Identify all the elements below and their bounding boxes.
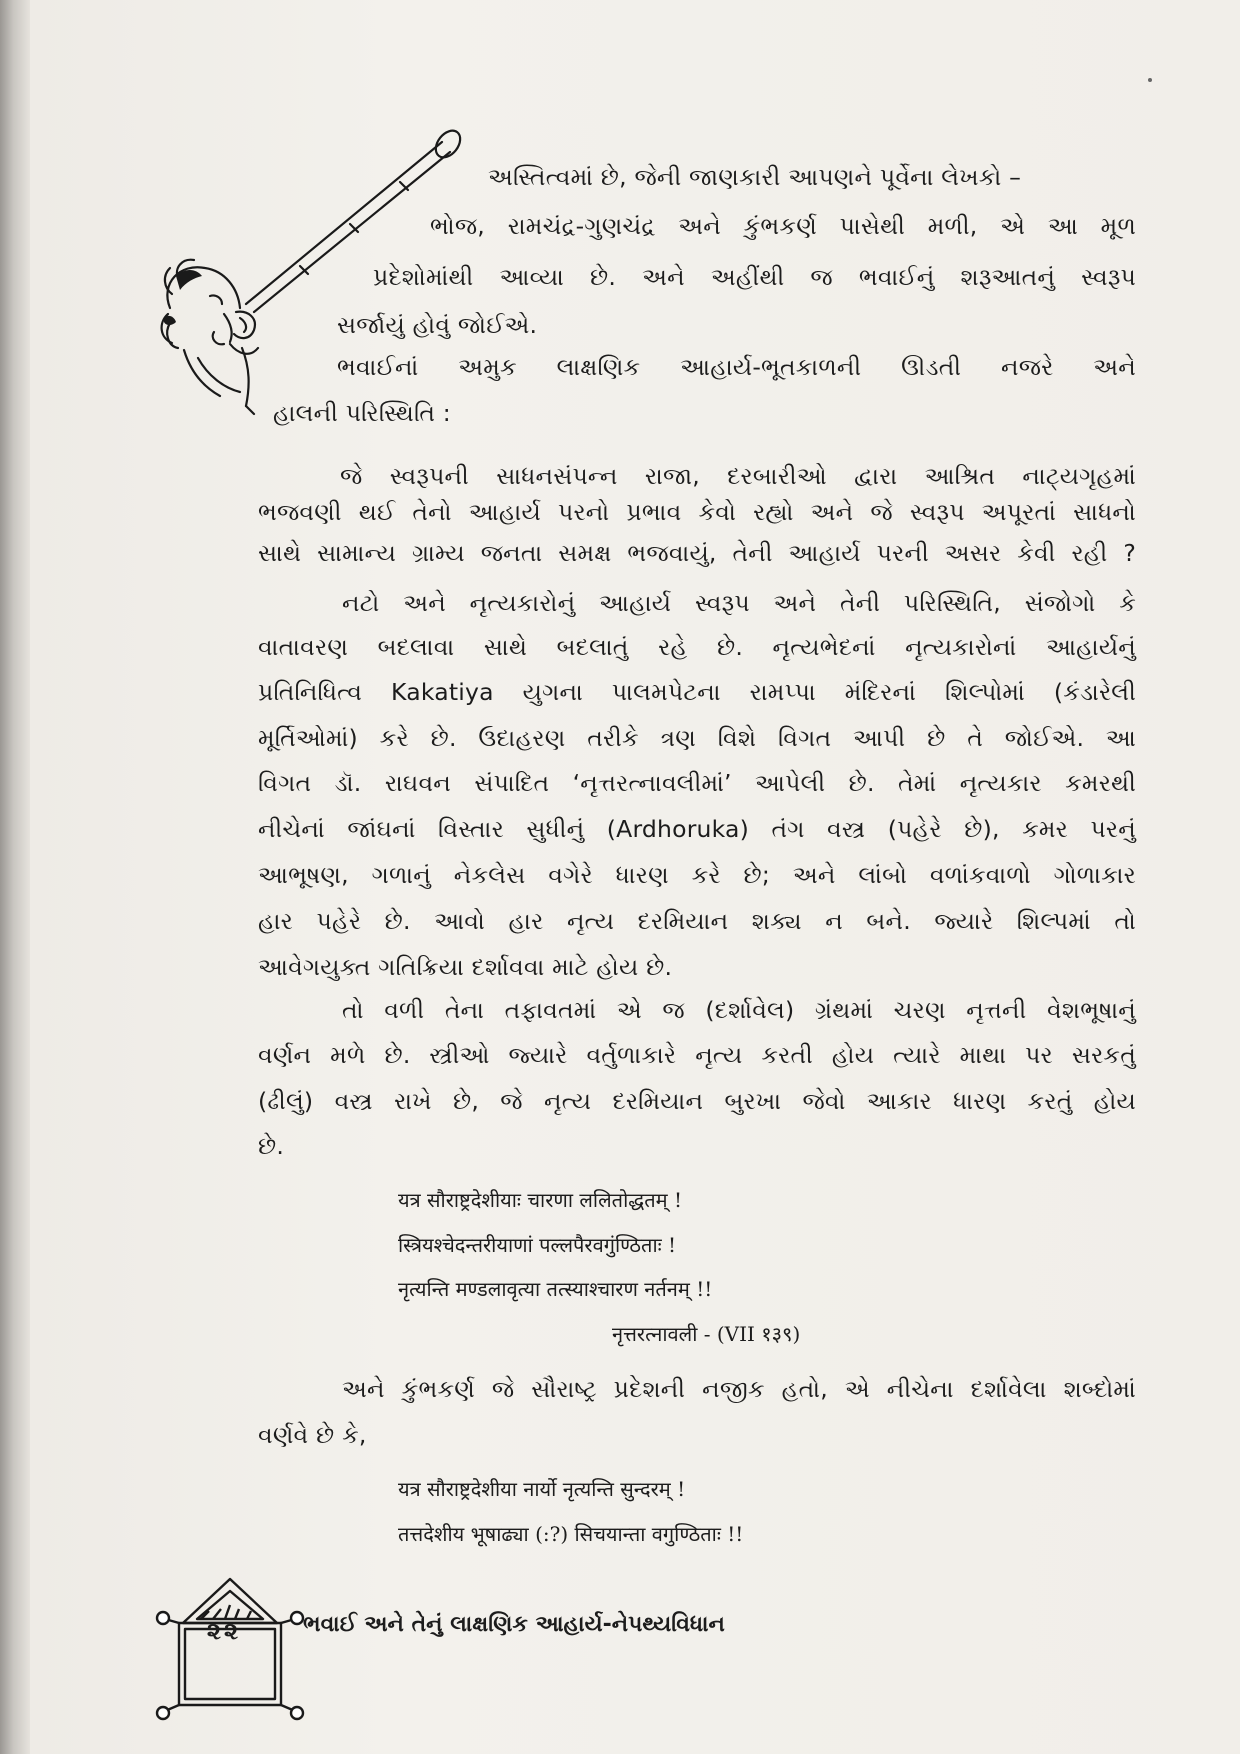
text-line: સર્જાયું હોવું જોઈએ. — [337, 311, 538, 339]
text-line: આભૂષણ, ગળાનું નેકલેસ વગેરે ધારણ કરે છે; અને લાંબો વળાંકવાળો ગોળાકાર — [258, 861, 1136, 889]
text-line: ભવાઈનાં અમુક લાક્ષણિક આહાર્ય-ભૂતકાળની ઊડતી નજરે અને — [337, 353, 1136, 381]
running-footer-title: ભવાઈ અને તેનું લાક્ષણિક આહાર્ય-નેપથ્યવિધાન — [303, 1612, 725, 1637]
verse-source: नृत्तरत्नावली - (VII १३९) — [612, 1322, 801, 1346]
text-line: જે સ્વરૂપની સાધનસંપન્ન રાજા, દરબારીઓ દ્વારા આશ્રિત નાટ્યગૃહમાં — [340, 462, 1136, 490]
page-number: ૨૨ — [206, 1617, 242, 1645]
text-line: નીચેનાં જાંઘનાં વિસ્તાર સુધીનું (Ardhoruka) તંગ વસ્ત્ર (પહેરે છે), કમર પરનું — [258, 815, 1136, 843]
text-line: ભોજ, રામચંદ્ર-ગુણચંદ્ર અને કુંભકર્ણ પાસેથી મળી, એ આ મૂળ — [430, 212, 1136, 240]
text-line: છે. — [258, 1132, 285, 1160]
text-line: અસ્તિત્વમાં છે, જેની જાણકારી આપણને પૂર્વેના લેખકો – — [488, 163, 1022, 191]
text-line: વિગત ડૉ. રાઘવન સંપાદિત ‘નૃત્તરત્નાવલીમાં’ આપેલી છે. તેમાં નૃત્યકાર કમરથી — [258, 769, 1136, 797]
sanskrit-verse-line: यत्र सौराष्ट्रदेशीया नार्यो नृत्यन्ति सुन्दरम् ! — [398, 1477, 686, 1501]
text-line: અને કુંભકર્ણ જે સૌરાષ્ટ્ર પ્રદેશની નજીક હતો, એ નીચેના દર્શાવેલા શબ્દોમાં — [342, 1375, 1136, 1403]
sanskrit-verse-line: यत्र सौराष्ट्रदेशीयाः चारणा ललितोद्धतम् ! — [398, 1188, 682, 1212]
sanskrit-verse-line: नृत्यन्ति मण्डलावृत्या तत्स्याश्चारण नर्तनम् !! — [398, 1277, 713, 1301]
page-number-ornament — [155, 1575, 305, 1725]
text-line: હાર પહેરે છે. આવો હાર નૃત્ય દરમિયાન શક્ય ન બને. જ્યારે શિલ્પમાં તો — [258, 907, 1136, 935]
paper-speck — [1148, 78, 1152, 82]
text-line: આવેગયુક્ત ગતિક્રિયા દર્શાવવા માટે હોય છે. — [258, 953, 673, 981]
text-line: વર્ણવે છે કે, — [258, 1421, 367, 1449]
text-line: પ્રદેશોમાંથી આવ્યા છે. અને અહીંથી જ ભવાઈનું શરૂઆતનું સ્વરૂપ — [373, 263, 1136, 291]
text-line: વાતાવરણ બદલાવા સાથે બદલાતું રહે છે. નૃત્યભેદનાં નૃત્યકારોનાં આહાર્યનું — [258, 633, 1136, 661]
sanskrit-verse-line: तत्तदेशीय भूषाढ्या (:?) सिचयान्ता वगुण्ठिताः !! — [398, 1522, 744, 1546]
text-line: તો વળી તેના તફાવતમાં એ જ (દર્શાવેલ) ગ્રંથમાં ચરણ નૃત્તની વેશભૂષાનું — [342, 996, 1136, 1024]
book-binding-shadow — [0, 0, 30, 1754]
text-line: ભજવણી થઈ તેનો આહાર્ય પરનો પ્રભાવ કેવો રહ્યો અને જે સ્વરૂપ અપૂરતાં સાધનો — [258, 498, 1136, 526]
sanskrit-verse-line: स्त्रियश्चेदन्तरीयाणां पल्लपैरवगुंण्ठिताः ! — [398, 1233, 677, 1257]
text-line: નટો અને નૃત્યકારોનું આહાર્ય સ્વરૂપ અને તેની પરિસ્થિતિ, સંજોગો કે — [342, 589, 1136, 617]
text-line: મૂર્તિઓમાં) કરે છે. ઉદાહરણ તરીકે ત્રણ વિશે વિગત આપી છે તે જોઈએ. આ — [258, 724, 1136, 752]
text-line: વર્ણન મળે છે. સ્ત્રીઓ જ્યારે વર્તુળાકારે નૃત્ય કરતી હોય ત્યારે માથા પર સરકતું — [258, 1041, 1136, 1069]
text-line: સાથે સામાન્ય ગ્રામ્ય જનતા સમક્ષ ભજવાયું, તેની આહાર્ય પરની અસર કેવી રહી ? — [258, 539, 1136, 567]
text-line: હાલની પરિસ્થિતિ : — [273, 399, 451, 427]
text-line: પ્રતિનિધિત્વ Kakatiya યુગના પાલમપેટના રામપ્પા મંદિરનાં શિલ્પોમાં (કંડારેલી — [258, 678, 1136, 706]
text-line: (ઢીલું) વસ્ત્ર રાખે છે, જે નૃત્ય દરમિયાન બુરખા જેવો આકાર ધારણ કરતું હોય — [258, 1087, 1136, 1115]
